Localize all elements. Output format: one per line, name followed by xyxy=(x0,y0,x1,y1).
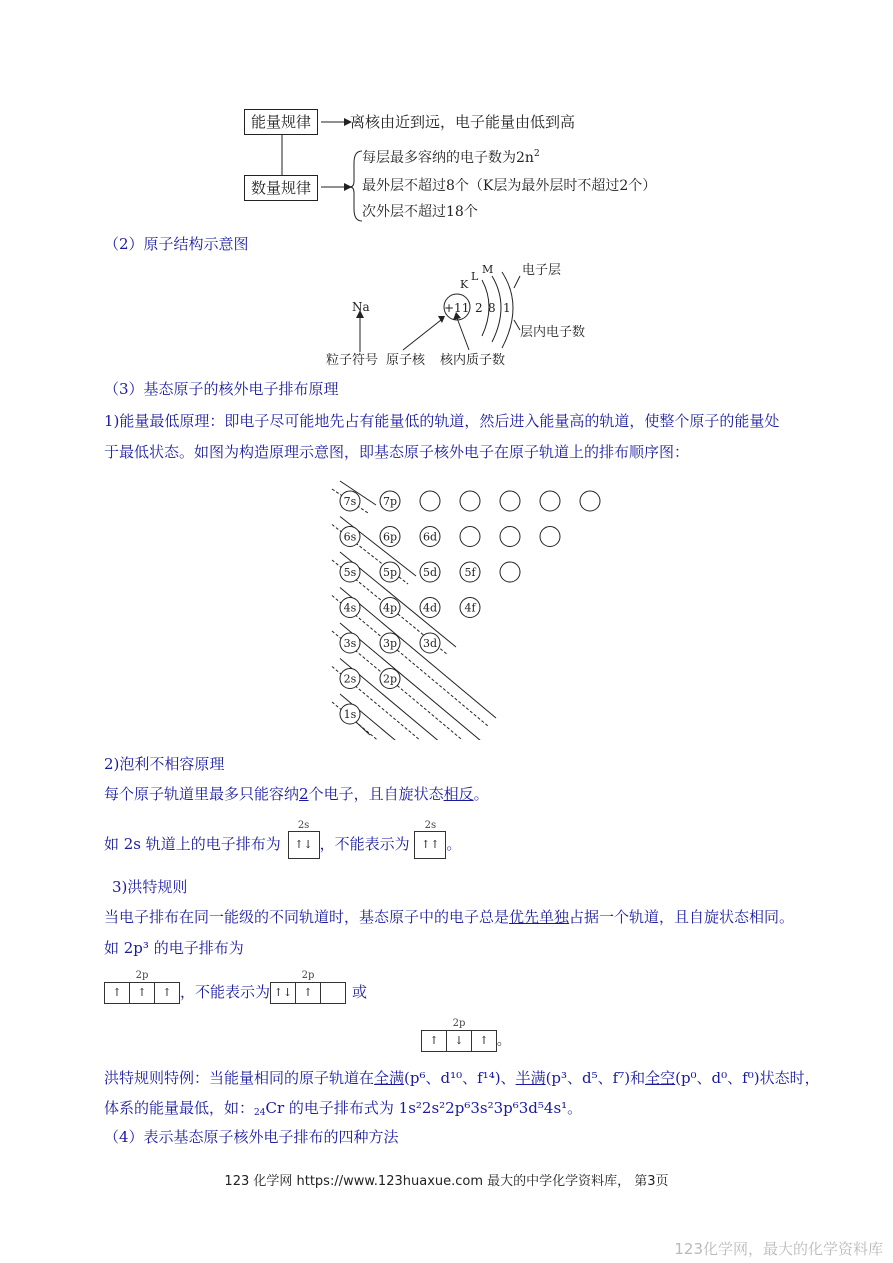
pauli-example: 如 2s 轨道上的电子排布为 2s ↑↓ ，不能表示为 2s ↑↑ 。 xyxy=(104,831,461,859)
orbital-label: 5f xyxy=(464,566,476,579)
label-nucleus: 原子核 xyxy=(386,353,426,368)
particle-symbol: Na xyxy=(352,300,370,314)
orbital-label: 4s xyxy=(343,601,357,615)
orbital-label: 5p xyxy=(382,566,398,579)
orbital-box-2p-correct: 2p ↑ ↑ ↑ xyxy=(104,982,180,1004)
orbital-label: 5s xyxy=(343,566,357,579)
label-count: 层内电子数 xyxy=(520,325,586,340)
orbital-label: 7s xyxy=(343,495,357,508)
aufbau-arrow xyxy=(340,623,496,740)
hund-orbitals-row2: 2p ↑ ↓ ↑ 。 xyxy=(421,1030,510,1052)
hund-special-line2: 体系的能量最低，如：$_{24}$Cr 的电子排布式为 1s²2s²2p⁶3s²3p⁶3d⁵4s¹。 xyxy=(104,1099,583,1118)
quantity-rule-item: 每层最多容纳的电子数为$2n^2$ xyxy=(362,149,540,166)
shell-count: 8 xyxy=(488,301,496,315)
atom-structure-diagram xyxy=(320,258,620,373)
orbital-label: 6d xyxy=(422,530,438,544)
orbital-label: 2s xyxy=(343,672,357,686)
hund-example: 如 2p³ 的电子排布为 xyxy=(104,939,244,957)
orbital-label: 7p xyxy=(382,495,398,508)
shell-letter: L xyxy=(471,270,479,283)
pauli-text: 每个原子轨道里最多只能容纳2个电子，且自旋状态相反。 xyxy=(104,785,489,803)
energy-rule-text: 离核由近到远，电子能量由低到高 xyxy=(350,113,576,131)
aufbau-paragraph-line1: 1)能量最低原理：即电子尽可能地先占有能量低的轨道，然后进入能量高的轨道，使整个原子的能量处 xyxy=(104,412,780,430)
nucleus-charge: +11 xyxy=(444,301,470,315)
shell-count: 2 xyxy=(475,301,483,315)
shell-count: 1 xyxy=(503,301,511,315)
orbital-box-2s-wrong: 2s ↑↑ xyxy=(414,831,446,859)
hund-orbitals-row: 2p ↑ ↑ ↑ ，不能表示为 2p ↑↓ ↑ 或 xyxy=(104,982,367,1004)
orbital-label: 6p xyxy=(382,530,398,544)
energy-rule-box: 能量规律 xyxy=(244,109,318,135)
orbital-label: 1s xyxy=(343,708,357,721)
orbital-label: 6s xyxy=(343,530,357,544)
orbital-label: 2p xyxy=(382,672,398,686)
orbital-circle xyxy=(500,491,520,511)
orbital-circle xyxy=(500,562,520,582)
orbital-circle xyxy=(580,491,600,511)
orbital-circle xyxy=(460,491,480,511)
hund-special-line1: 洪特规则特例：当能量相同的原子轨道在全满(p⁶、d¹⁰、f¹⁴)、半满(p³、d⁵、f⁷)和全空(p⁰、d⁰、f⁰)状态时， xyxy=(104,1069,820,1087)
watermark: 123化学网，最大的化学资料库 xyxy=(674,1240,883,1258)
orbital-label: 4f xyxy=(464,601,476,615)
hund-title: 3)洪特规则 xyxy=(112,878,188,896)
orbital-circle xyxy=(540,491,560,511)
label-protons: 核内质子数 xyxy=(440,353,506,368)
section-2-title: （2）原子结构示意图 xyxy=(104,235,249,253)
quantity-rule-item: 次外层不超过18个 xyxy=(362,204,478,220)
orbital-label: 4p xyxy=(382,601,398,615)
orbital-circle xyxy=(460,527,480,547)
orbital-box-2p-wrong-b: 2p ↑ ↓ ↑ xyxy=(421,1030,497,1052)
shell-letter: M xyxy=(482,263,494,276)
section-3-title: （3）基态原子的核外电子排布原理 xyxy=(104,380,339,398)
orbital-circle xyxy=(540,527,560,547)
orbital-circle xyxy=(420,491,440,511)
aufbau-diagram xyxy=(310,480,610,740)
hund-text: 当电子排布在同一能级的不同轨道时，基态原子中的电子总是优先单独占据一个轨道，且自旋状态相同。 xyxy=(104,908,795,926)
orbital-label: 3s xyxy=(343,637,357,650)
orbital-label: 5d xyxy=(422,566,438,579)
orbital-label: 3p xyxy=(382,637,398,650)
orbital-label: 3d xyxy=(422,637,438,650)
orbital-box-2s-correct: 2s ↑↓ xyxy=(288,831,320,859)
aufbau-graphics xyxy=(310,480,610,740)
quantity-rule-item: 最外层不超过8个（K层为最外层时不超过2个） xyxy=(362,178,657,194)
label-shell: 电子层 xyxy=(522,263,562,278)
orbital-label: 4d xyxy=(422,601,438,615)
shell-letter: K xyxy=(460,278,469,291)
energy-rule-diagram xyxy=(240,105,700,225)
orbital-box-2p-wrong-a: 2p ↑↓ ↑ xyxy=(270,982,346,1004)
label-symbol: 粒子符号 xyxy=(326,353,379,368)
aufbau-paragraph-line2: 于最低状态。如图为构造原理示意图，即基态原子核外电子在原子轨道上的排布顺序图： xyxy=(104,443,690,461)
aufbau-arrow xyxy=(340,694,496,740)
section-4-title: （4）表示基态原子核外电子排布的四种方法 xyxy=(104,1128,399,1146)
orbital-circle xyxy=(500,527,520,547)
quantity-rule-box: 数量规律 xyxy=(244,175,318,201)
pauli-title: 2)泡利不相容原理 xyxy=(104,755,225,773)
page-footer: 123 化学网 https://www.123huaxue.com 最大的中学化学资料库， 第3页 xyxy=(224,1174,669,1189)
